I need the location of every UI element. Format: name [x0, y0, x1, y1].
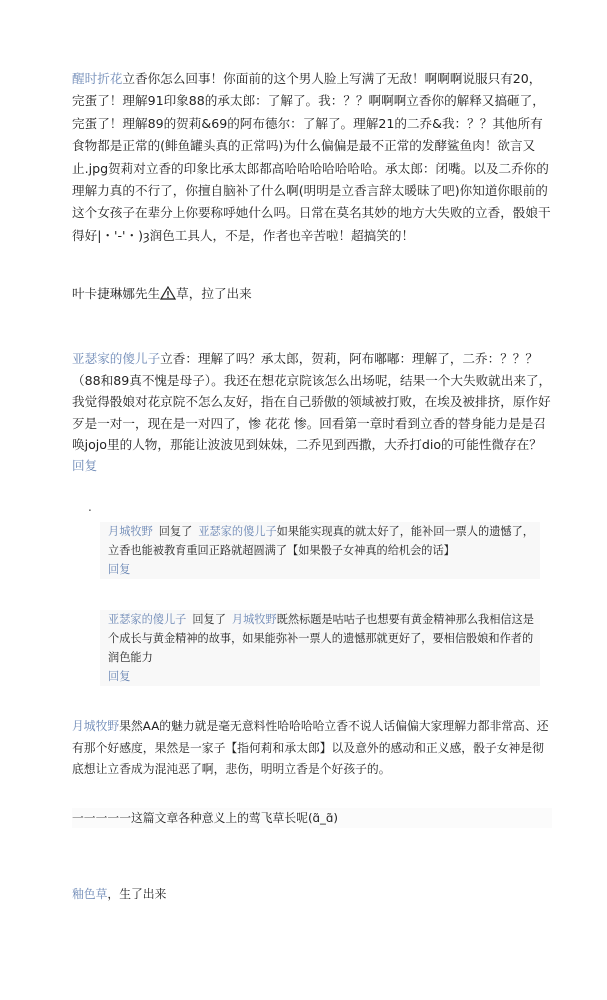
- comment-author[interactable]: 亚瑟家的傻儿子: [72, 351, 161, 366]
- reply-target[interactable]: 月城牧野: [231, 613, 277, 626]
- reply: [100, 610, 540, 686]
- reply: [100, 522, 540, 579]
- comment-author[interactable]: 釉色草: [72, 887, 108, 901]
- comment: [72, 348, 552, 476]
- comment: [72, 716, 552, 781]
- comment-text: 草，拉了出来: [176, 286, 252, 301]
- reply-body: [108, 610, 540, 667]
- reply-target[interactable]: 亚瑟家的傻儿子: [198, 525, 277, 538]
- comment-text: ，生了出来: [107, 887, 167, 901]
- comment-text: 立香你怎么回事！你面前的这个男人脸上写满了无敌！啊啊啊说服只有20，完蛋了！理解91印象88的承太郎：了解了。我：？？啊啊啊立香你的解释又搞砸了，完蛋了！理解89的贺莉&69的阿布德尔：了解了。理解21的二乔&我：？？其他所有食物都是正常的(鲱鱼罐头真的正常吗)为什么偏偏是最不正常的发酵鲨鱼肉！欲言又止.jpg贺莉对立香的印象比承太郎都高哈哈哈哈哈哈哈。承太郎：闭嘴。以及二乔你的理解力真的不行了，你擅自脑补了什么啊(明明是立香言辞太暖昧了吧)你知道你眼前的这个女孩子在辈分上你要称呼她什么吗。日常在莫名其妙的地方大失败的立香，骰娘干得好|・'-'・)ȝ润色工具人，不是，作者也辛苦啦！超搞笑的！: [72, 71, 551, 243]
- comment: [72, 68, 552, 247]
- comment-body: [72, 284, 552, 304]
- comment-text: 立香：理解了吗？承太郎，贺莉，阿布嘟嘟：理解了，二乔：？？？（88和89真不愧是母子）。我还在想花京院该怎么出场呢，结果一个大失败就出来了，我觉得骰娘对花京院不怎么友好，指在自己骄傲的领域被打败，在埃及被排挤，原作好歹是一对一，现在是一对四了，惨 花花 惨。回看第一章时看到立香的替身能力是是召唤jojo里的人物，那能让波波见到妹妹，二乔见到西撒，大乔打dio的可能性微存在？: [72, 351, 552, 452]
- comment-author[interactable]: 醒时折花: [72, 71, 123, 86]
- comment-body: [72, 716, 552, 781]
- reply-body: [108, 522, 540, 560]
- comment-author[interactable]: 叶卡捷琳娜先生: [72, 286, 161, 301]
- reply-author[interactable]: 月城牧野: [108, 525, 153, 538]
- comment: [72, 808, 552, 828]
- reply-link[interactable]: 回复: [108, 670, 131, 683]
- reply-link[interactable]: 回复: [108, 563, 131, 576]
- comment-text: 果然AA的魅力就是毫无意料性哈哈哈哈立香不说人话偏偏大家理解力都非常高、还有那个好感度，果然是一家子【指何莉和承太郎】以及意外的感动和正义感，骰子女神是彻底想让立香成为混沌恶了啊，悲伤，明明立香是个好孩子的。: [72, 719, 549, 776]
- comment-body: [72, 68, 552, 247]
- reply-text: 既然标题是咕咕子也想要有黄金精神那么我相信这是个成长与黄金精神的故事，如果能弥补一票人的遗憾那就更好了，要相信骰娘和作者的润色能力: [108, 613, 534, 664]
- comment-body: [72, 884, 552, 904]
- reply-word: 回复了: [192, 613, 226, 626]
- comment: [72, 884, 552, 904]
- reply-text: 如果能实现真的就太好了，能补回一票人的遗憾了，立香也能被教育重回正路就超圆满了【如果骰子女神真的给机会的话】: [108, 525, 534, 557]
- warning-triangle-icon: [160, 286, 176, 300]
- separator-dot: .: [88, 500, 92, 514]
- comment-body: [72, 348, 552, 456]
- comment: [72, 284, 552, 304]
- reply-word: 回复了: [158, 525, 193, 538]
- comment-author[interactable]: 月城牧野: [72, 719, 120, 733]
- comment-text: 一一一一一这篇文章各种意义上的莺飞草长呢(ɑ̃_ɑ̃): [72, 811, 339, 825]
- reply-author[interactable]: 亚瑟家的傻儿子: [108, 613, 187, 626]
- reply-link[interactable]: 回复: [72, 457, 98, 473]
